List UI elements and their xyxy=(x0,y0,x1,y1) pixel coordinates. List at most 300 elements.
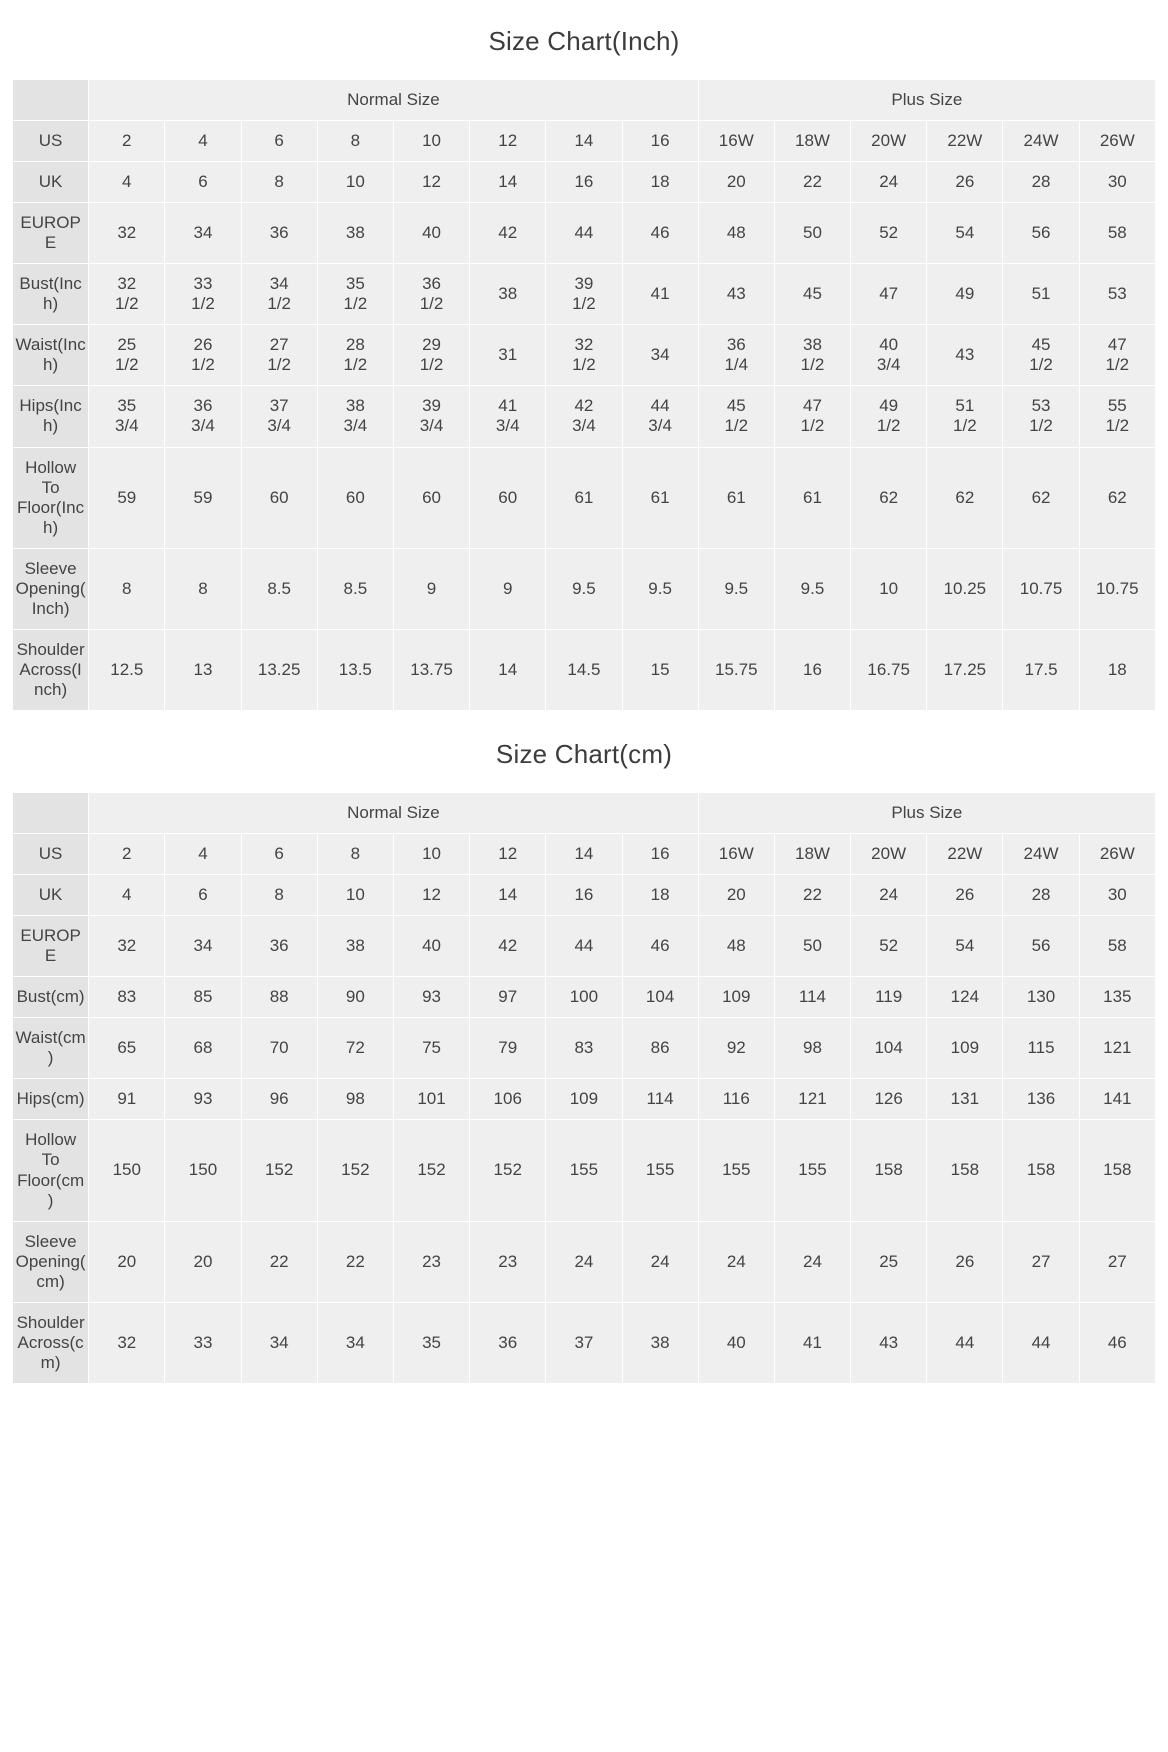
table-cell: 10 xyxy=(317,875,393,916)
table-cell: 22W xyxy=(927,121,1003,162)
table-corner-cell xyxy=(13,792,89,833)
table-cell: 126 xyxy=(851,1079,927,1120)
table-cell: 12.5 xyxy=(89,629,165,710)
table-cell: 18W xyxy=(774,121,850,162)
table-cell: 62 xyxy=(1003,447,1079,548)
table-cell: 36 xyxy=(241,916,317,977)
table-row xyxy=(13,325,1156,386)
table-cell: 53 xyxy=(1079,264,1155,325)
table-cell: 33 1/2 xyxy=(165,264,241,325)
table-cell: 152 xyxy=(470,1120,546,1221)
table-row xyxy=(13,629,1156,710)
table-row xyxy=(13,80,1156,121)
table-cell: 20W xyxy=(851,834,927,875)
table-cell: 20 xyxy=(165,1221,241,1302)
row-header: US xyxy=(13,121,89,162)
table-cell: 62 xyxy=(851,447,927,548)
table-cell: 155 xyxy=(546,1120,622,1221)
table-cell: 20 xyxy=(698,875,774,916)
table-cell: 44 xyxy=(1003,1302,1079,1383)
table-cell: 44 3/4 xyxy=(622,386,698,447)
row-header: US xyxy=(13,834,89,875)
table-cell: 8.5 xyxy=(317,548,393,629)
group-header-normal-size: Normal Size xyxy=(89,792,699,833)
table-cell: 43 xyxy=(927,325,1003,386)
table-cell: 34 xyxy=(165,916,241,977)
table-cell: 25 xyxy=(851,1221,927,1302)
table-cell: 14 xyxy=(470,629,546,710)
table-cell: 9.5 xyxy=(622,548,698,629)
table-cell: 152 xyxy=(317,1120,393,1221)
table-cell: 47 1/2 xyxy=(774,386,850,447)
table-cell: 17.25 xyxy=(927,629,1003,710)
size-table xyxy=(12,792,1156,1384)
table-cell: 39 3/4 xyxy=(393,386,469,447)
table-cell: 6 xyxy=(165,162,241,203)
table-cell: 61 xyxy=(698,447,774,548)
table-cell: 34 xyxy=(622,325,698,386)
table-cell: 26W xyxy=(1079,834,1155,875)
table-cell: 158 xyxy=(1003,1120,1079,1221)
table-cell: 58 xyxy=(1079,203,1155,264)
table-cell: 47 1/2 xyxy=(1079,325,1155,386)
table-cell: 2 xyxy=(89,834,165,875)
size-table xyxy=(12,79,1156,711)
table-cell: 109 xyxy=(927,1018,1003,1079)
table-cell: 104 xyxy=(851,1018,927,1079)
table-cell: 58 xyxy=(1079,916,1155,977)
charts-container xyxy=(12,0,1156,1384)
table-cell: 26 xyxy=(927,875,1003,916)
table-cell: 40 xyxy=(393,916,469,977)
table-cell: 124 xyxy=(927,977,1003,1018)
table-cell: 60 xyxy=(393,447,469,548)
table-cell: 38 xyxy=(317,916,393,977)
table-cell: 13.5 xyxy=(317,629,393,710)
table-cell: 60 xyxy=(241,447,317,548)
table-cell: 39 1/2 xyxy=(546,264,622,325)
table-cell: 38 xyxy=(470,264,546,325)
table-cell: 12 xyxy=(470,121,546,162)
table-cell: 29 1/2 xyxy=(393,325,469,386)
table-cell: 22 xyxy=(774,162,850,203)
table-cell: 22 xyxy=(317,1221,393,1302)
table-cell: 6 xyxy=(241,121,317,162)
table-cell: 37 3/4 xyxy=(241,386,317,447)
table-cell: 14 xyxy=(470,162,546,203)
table-row xyxy=(13,792,1156,833)
table-cell: 98 xyxy=(317,1079,393,1120)
table-cell: 90 xyxy=(317,977,393,1018)
table-cell: 8 xyxy=(165,548,241,629)
table-cell: 141 xyxy=(1079,1079,1155,1120)
table-cell: 14.5 xyxy=(546,629,622,710)
group-header-plus-size: Plus Size xyxy=(698,80,1155,121)
group-header-normal-size: Normal Size xyxy=(89,80,699,121)
table-cell: 38 3/4 xyxy=(317,386,393,447)
table-cell: 26 xyxy=(927,1221,1003,1302)
table-cell: 114 xyxy=(774,977,850,1018)
table-cell: 12 xyxy=(393,875,469,916)
table-cell: 152 xyxy=(393,1120,469,1221)
table-cell: 24 xyxy=(774,1221,850,1302)
table-cell: 56 xyxy=(1003,916,1079,977)
table-corner-cell xyxy=(13,80,89,121)
table-cell: 75 xyxy=(393,1018,469,1079)
row-header: Bust(cm) xyxy=(13,977,89,1018)
table-row xyxy=(13,162,1156,203)
table-cell: 27 1/2 xyxy=(241,325,317,386)
table-cell: 22 xyxy=(241,1221,317,1302)
table-cell: 24W xyxy=(1003,121,1079,162)
table-cell: 51 1/2 xyxy=(927,386,1003,447)
table-cell: 24 xyxy=(622,1221,698,1302)
table-cell: 121 xyxy=(774,1079,850,1120)
table-cell: 32 1/2 xyxy=(546,325,622,386)
table-cell: 70 xyxy=(241,1018,317,1079)
table-cell: 32 1/2 xyxy=(89,264,165,325)
table-cell: 10 xyxy=(393,834,469,875)
table-cell: 35 xyxy=(393,1302,469,1383)
table-cell: 50 xyxy=(774,203,850,264)
table-cell: 30 xyxy=(1079,875,1155,916)
table-cell: 83 xyxy=(546,1018,622,1079)
table-cell: 52 xyxy=(851,916,927,977)
table-cell: 32 xyxy=(89,203,165,264)
table-cell: 60 xyxy=(317,447,393,548)
table-cell: 8 xyxy=(89,548,165,629)
table-cell: 43 xyxy=(698,264,774,325)
table-cell: 38 xyxy=(317,203,393,264)
table-cell: 26 xyxy=(927,162,1003,203)
table-cell: 9 xyxy=(470,548,546,629)
table-cell: 4 xyxy=(165,121,241,162)
table-cell: 28 xyxy=(1003,875,1079,916)
table-cell: 14 xyxy=(546,834,622,875)
row-header: EUROPE xyxy=(13,916,89,977)
table-cell: 152 xyxy=(241,1120,317,1221)
table-cell: 131 xyxy=(927,1079,1003,1120)
table-cell: 36 1/2 xyxy=(393,264,469,325)
table-cell: 6 xyxy=(241,834,317,875)
table-cell: 14 xyxy=(546,121,622,162)
size-chart-block xyxy=(12,713,1156,1384)
table-cell: 30 xyxy=(1079,162,1155,203)
row-header: Hips(Inch) xyxy=(13,386,89,447)
table-cell: 45 xyxy=(774,264,850,325)
table-cell: 24 xyxy=(546,1221,622,1302)
table-cell: 36 3/4 xyxy=(165,386,241,447)
table-cell: 59 xyxy=(89,447,165,548)
row-header: UK xyxy=(13,875,89,916)
table-cell: 86 xyxy=(622,1018,698,1079)
table-cell: 62 xyxy=(927,447,1003,548)
table-cell: 96 xyxy=(241,1079,317,1120)
table-cell: 34 xyxy=(317,1302,393,1383)
row-header: Shoulder Across(Inch) xyxy=(13,629,89,710)
table-cell: 55 1/2 xyxy=(1079,386,1155,447)
table-cell: 40 xyxy=(698,1302,774,1383)
table-cell: 8 xyxy=(317,834,393,875)
table-cell: 101 xyxy=(393,1079,469,1120)
table-cell: 16 xyxy=(622,121,698,162)
table-cell: 14 xyxy=(470,875,546,916)
table-cell: 59 xyxy=(165,447,241,548)
table-cell: 8.5 xyxy=(241,548,317,629)
row-header: Shoulder Across(cm) xyxy=(13,1302,89,1383)
row-header: EUROPE xyxy=(13,203,89,264)
table-cell: 150 xyxy=(165,1120,241,1221)
table-cell: 155 xyxy=(774,1120,850,1221)
table-cell: 24 xyxy=(851,875,927,916)
table-cell: 18W xyxy=(774,834,850,875)
table-cell: 25 1/2 xyxy=(89,325,165,386)
table-cell: 114 xyxy=(622,1079,698,1120)
table-cell: 13.75 xyxy=(393,629,469,710)
table-cell: 158 xyxy=(927,1120,1003,1221)
table-cell: 109 xyxy=(698,977,774,1018)
row-header: Hollow To Floor(cm) xyxy=(13,1120,89,1221)
table-cell: 85 xyxy=(165,977,241,1018)
table-cell: 50 xyxy=(774,916,850,977)
table-cell: 106 xyxy=(470,1079,546,1120)
row-header: Sleeve Opening(cm) xyxy=(13,1221,89,1302)
table-cell: 26W xyxy=(1079,121,1155,162)
table-cell: 34 1/2 xyxy=(241,264,317,325)
table-cell: 38 xyxy=(622,1302,698,1383)
table-cell: 45 1/2 xyxy=(1003,325,1079,386)
table-cell: 17.5 xyxy=(1003,629,1079,710)
table-cell: 33 xyxy=(165,1302,241,1383)
table-cell: 22W xyxy=(927,834,1003,875)
table-cell: 104 xyxy=(622,977,698,1018)
table-row xyxy=(13,977,1156,1018)
table-cell: 35 3/4 xyxy=(89,386,165,447)
table-cell: 83 xyxy=(89,977,165,1018)
table-cell: 12 xyxy=(470,834,546,875)
chart-title: Size Chart(cm) xyxy=(495,738,673,769)
table-cell: 16 xyxy=(774,629,850,710)
table-cell: 93 xyxy=(393,977,469,1018)
table-cell: 60 xyxy=(470,447,546,548)
table-cell: 46 xyxy=(1079,1302,1155,1383)
table-cell: 41 xyxy=(622,264,698,325)
table-cell: 88 xyxy=(241,977,317,1018)
table-cell: 44 xyxy=(927,1302,1003,1383)
table-row xyxy=(13,875,1156,916)
table-cell: 42 xyxy=(470,203,546,264)
table-cell: 47 xyxy=(851,264,927,325)
table-cell: 93 xyxy=(165,1079,241,1120)
table-cell: 18 xyxy=(622,875,698,916)
chart-title: Size Chart(Inch) xyxy=(488,26,680,56)
table-row xyxy=(13,1221,1156,1302)
table-cell: 12 xyxy=(393,162,469,203)
table-cell: 130 xyxy=(1003,977,1079,1018)
table-row xyxy=(13,916,1156,977)
table-cell: 10.25 xyxy=(927,548,1003,629)
table-cell: 40 3/4 xyxy=(851,325,927,386)
table-cell: 49 xyxy=(927,264,1003,325)
table-cell: 46 xyxy=(622,916,698,977)
table-cell: 45 1/2 xyxy=(698,386,774,447)
table-cell: 62 xyxy=(1079,447,1155,548)
table-cell: 98 xyxy=(774,1018,850,1079)
table-cell: 16 xyxy=(622,834,698,875)
table-cell: 10.75 xyxy=(1079,548,1155,629)
table-cell: 13 xyxy=(165,629,241,710)
table-cell: 36 xyxy=(241,203,317,264)
table-cell: 40 xyxy=(393,203,469,264)
table-cell: 92 xyxy=(698,1018,774,1079)
table-cell: 44 xyxy=(546,203,622,264)
table-cell: 49 1/2 xyxy=(851,386,927,447)
table-cell: 150 xyxy=(89,1120,165,1221)
table-cell: 79 xyxy=(470,1018,546,1079)
table-cell: 16.75 xyxy=(851,629,927,710)
table-cell: 28 1/2 xyxy=(317,325,393,386)
table-cell: 4 xyxy=(165,834,241,875)
table-cell: 109 xyxy=(546,1079,622,1120)
table-cell: 28 xyxy=(1003,162,1079,203)
table-cell: 43 xyxy=(851,1302,927,1383)
table-cell: 8 xyxy=(241,162,317,203)
table-cell: 61 xyxy=(546,447,622,548)
table-cell: 8 xyxy=(317,121,393,162)
table-cell: 121 xyxy=(1079,1018,1155,1079)
table-cell: 4 xyxy=(89,162,165,203)
table-cell: 23 xyxy=(470,1221,546,1302)
table-cell: 44 xyxy=(546,916,622,977)
table-cell: 136 xyxy=(1003,1079,1079,1120)
table-cell: 32 xyxy=(89,916,165,977)
table-cell: 155 xyxy=(622,1120,698,1221)
table-cell: 115 xyxy=(1003,1018,1079,1079)
table-cell: 26 1/2 xyxy=(165,325,241,386)
table-row xyxy=(13,1120,1156,1221)
table-cell: 16 xyxy=(546,875,622,916)
table-cell: 42 xyxy=(470,916,546,977)
table-cell: 15.75 xyxy=(698,629,774,710)
table-cell: 15 xyxy=(622,629,698,710)
table-cell: 27 xyxy=(1003,1221,1079,1302)
table-cell: 27 xyxy=(1079,1221,1155,1302)
table-cell: 9.5 xyxy=(698,548,774,629)
table-cell: 10 xyxy=(317,162,393,203)
row-header: Hollow To Floor(Inch) xyxy=(13,447,89,548)
table-cell: 23 xyxy=(393,1221,469,1302)
table-cell: 158 xyxy=(851,1120,927,1221)
row-header: Hips(cm) xyxy=(13,1079,89,1120)
table-cell: 10 xyxy=(851,548,927,629)
table-cell: 91 xyxy=(89,1079,165,1120)
table-cell: 16W xyxy=(698,834,774,875)
table-cell: 37 xyxy=(546,1302,622,1383)
row-header: Sleeve Opening(Inch) xyxy=(13,548,89,629)
table-cell: 97 xyxy=(470,977,546,1018)
table-cell: 34 xyxy=(241,1302,317,1383)
row-header: Bust(Inch) xyxy=(13,264,89,325)
table-cell: 48 xyxy=(698,916,774,977)
table-cell: 41 xyxy=(774,1302,850,1383)
table-cell: 155 xyxy=(698,1120,774,1221)
group-header-plus-size: Plus Size xyxy=(698,792,1155,833)
table-cell: 36 1/4 xyxy=(698,325,774,386)
table-cell: 61 xyxy=(622,447,698,548)
table-row xyxy=(13,264,1156,325)
table-row xyxy=(13,447,1156,548)
table-cell: 42 3/4 xyxy=(546,386,622,447)
table-cell: 9 xyxy=(393,548,469,629)
table-cell: 56 xyxy=(1003,203,1079,264)
table-cell: 2 xyxy=(89,121,165,162)
table-cell: 9.5 xyxy=(546,548,622,629)
table-cell: 18 xyxy=(622,162,698,203)
table-cell: 9.5 xyxy=(774,548,850,629)
size-chart-block xyxy=(12,0,1156,711)
table-cell: 32 xyxy=(89,1302,165,1383)
table-cell: 10.75 xyxy=(1003,548,1079,629)
table-cell: 18 xyxy=(1079,629,1155,710)
table-cell: 16 xyxy=(546,162,622,203)
table-cell: 13.25 xyxy=(241,629,317,710)
table-cell: 54 xyxy=(927,203,1003,264)
row-header: UK xyxy=(13,162,89,203)
table-cell: 20 xyxy=(89,1221,165,1302)
table-cell: 158 xyxy=(1079,1120,1155,1221)
table-cell: 24 xyxy=(698,1221,774,1302)
table-cell: 48 xyxy=(698,203,774,264)
table-row xyxy=(13,1302,1156,1383)
table-cell: 20W xyxy=(851,121,927,162)
table-cell: 46 xyxy=(622,203,698,264)
table-cell: 54 xyxy=(927,916,1003,977)
table-cell: 4 xyxy=(89,875,165,916)
table-row xyxy=(13,386,1156,447)
table-cell: 38 1/2 xyxy=(774,325,850,386)
table-cell: 35 1/2 xyxy=(317,264,393,325)
row-header: Waist(cm) xyxy=(13,1018,89,1079)
table-cell: 135 xyxy=(1079,977,1155,1018)
table-cell: 68 xyxy=(165,1018,241,1079)
table-cell: 24W xyxy=(1003,834,1079,875)
table-row xyxy=(13,1079,1156,1120)
table-row xyxy=(13,1018,1156,1079)
table-cell: 6 xyxy=(165,875,241,916)
table-cell: 20 xyxy=(698,162,774,203)
table-row xyxy=(13,834,1156,875)
table-cell: 41 3/4 xyxy=(470,386,546,447)
table-row xyxy=(13,121,1156,162)
table-row xyxy=(13,548,1156,629)
table-cell: 52 xyxy=(851,203,927,264)
table-cell: 24 xyxy=(851,162,927,203)
table-cell: 8 xyxy=(241,875,317,916)
table-cell: 53 1/2 xyxy=(1003,386,1079,447)
table-cell: 119 xyxy=(851,977,927,1018)
table-cell: 100 xyxy=(546,977,622,1018)
table-cell: 36 xyxy=(470,1302,546,1383)
table-cell: 31 xyxy=(470,325,546,386)
table-cell: 116 xyxy=(698,1079,774,1120)
table-cell: 72 xyxy=(317,1018,393,1079)
table-cell: 22 xyxy=(774,875,850,916)
table-cell: 10 xyxy=(393,121,469,162)
table-cell: 51 xyxy=(1003,264,1079,325)
table-cell: 61 xyxy=(774,447,850,548)
table-cell: 65 xyxy=(89,1018,165,1079)
row-header: Waist(Inch) xyxy=(13,325,89,386)
